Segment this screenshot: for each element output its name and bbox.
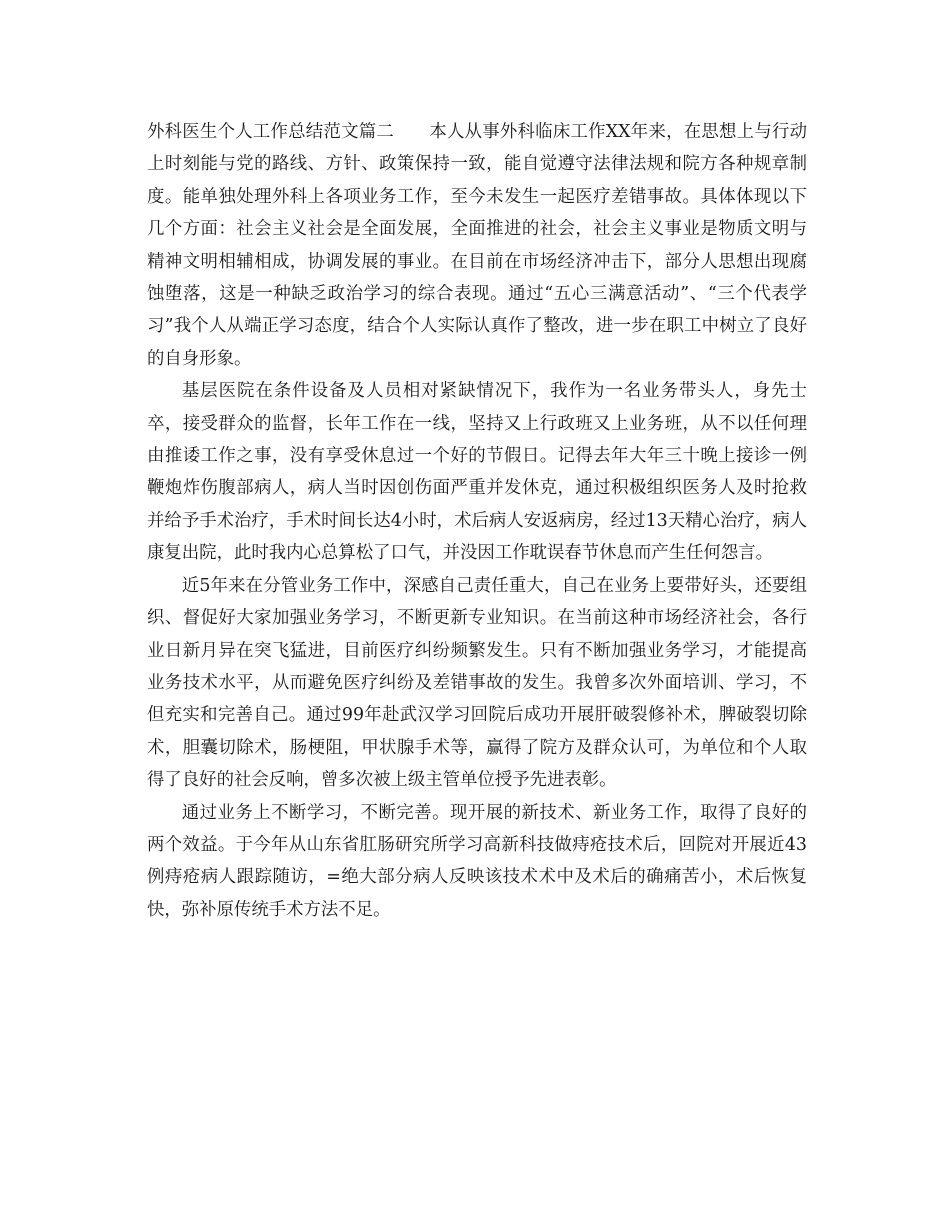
paragraph-grassroots-hospital: 基层医院在条件设备及人员相对紧缺情况下，我作为一名业务带头人，身先士卒，接受群众的监督，长年工作在一线，坚持又上行政班又上业务班，从不以任何理由推诿工作之事，没有享受休息过一个好的节假日。记得去年大年三十晚上接诊一例鞭炮炸伤腹部病人，病人当时因创伤面严重并发休克，通过积极组织医务人及时抢救并给予手术治疗，手术时间长达4小时，术后病人安返病房，经过13天精心治疗，病人康复出院，此时我内心总算松了口气，并没因工作耽误春节休息而产生任何怨言。 xyxy=(147,381,807,564)
paragraph-business-management: 近5年来在分管业务工作中，深感自己责任重大，自己在业务上要带好头，还要组织、督促好大家加强业务学习，不断更新专业知识。在当前这种市场经济社会，各行业日新月异在突飞猛进，目前医疗纠纷频繁发生。只有不断加强业务学习，才能提高业务技术水平，从而避免医疗纠纷及差错事故的发生。我曾多次外面培训、学习，不但充实和完善自己。通过99年赴武汉学习回院后成功开展肝破裂修补术，脾破裂切除术，胆囊切除术，肠梗阻，甲状腺手术等，赢得了院方及群众认可，为单位和个人取得了良好的社会反响，曾多次被上级主管单位授予先进表彰。 xyxy=(147,575,807,791)
paragraph-new-technology: 通过业务上不断学习，不断完善。现开展的新技术、新业务工作，取得了良好的两个效益。于今年从山东省肛肠研究所学习高新科技做痔疮技术后，回院对开展近43例痔疮病人跟踪随访，=绝大部分病人反映该技术术中及术后的确痛苦小，术后恢复快，弥补原传统手术方法不足。 xyxy=(147,802,807,920)
paragraph-intro: 外科医生个人工作总结范文篇二 本人从事外科临床工作XX年来，在思想上与行动上时刻能与党的路线、方针、政策保持一致，能自觉遵守法律法规和院方各种规章制度。能单独处理外科上各项业务工作，至今未发生一起医疗差错事故。具体体现以下几个方面：社会主义社会是全面发展，全面推进的社会，社会主义事业是物质文明与精神文明相辅相成，协调发展的事业。在目前在市场经济冲击下，部分人思想出现腐蚀堕落，这是一种缺乏政治学习的综合表现。通过“五心三满意活动”、“三个代表学习”我个人从端正学习态度，结合个人实际认真作了整改，进一步在职工中树立了良好的自身形象。 xyxy=(147,122,807,369)
document-body xyxy=(147,116,807,926)
